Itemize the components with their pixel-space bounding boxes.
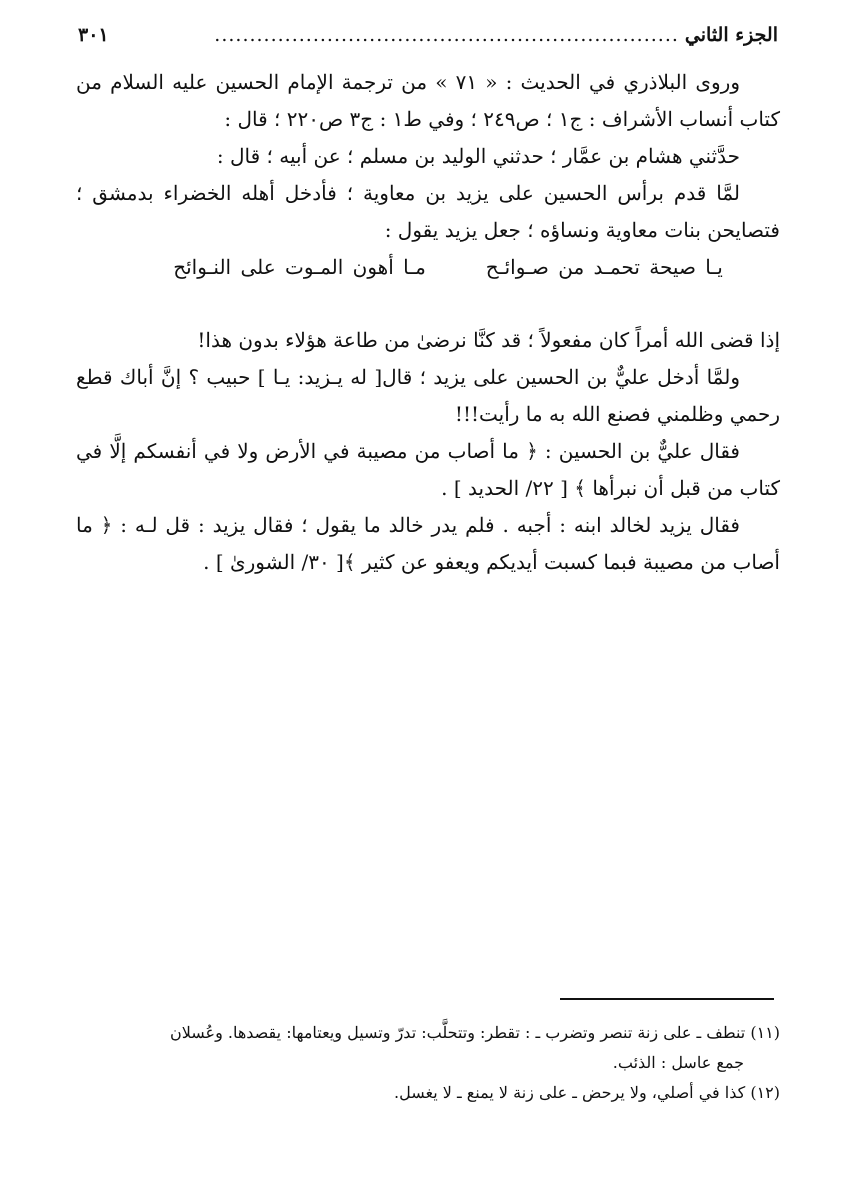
paragraph-head-arrival: لمَّا قدم برأس الحسين على يزيد بن معاوية ؛ فأدخل أهله الخضراء بدمشق ؛ فتصايحن بنات معاوية ونساؤه ؛ جعل يزيد يقول : [76, 181, 780, 242]
running-header [78, 24, 778, 54]
page-number: ٣٠١ [78, 24, 109, 46]
volume-title: الجزء الثاني [684, 24, 778, 46]
header-leader-dots: .................................................................. [214, 24, 679, 46]
poem-second-hemistich: مـا أهون المـوت على النـوائح [173, 255, 426, 279]
footnote-12: (١٢) كذا في أصلي، ولا يرحض ـ على زنة لا يمنع ـ لا يغسل. [394, 1083, 780, 1102]
footnote-11: (١١) تنطف ـ على زنة تنصر وتضرب ـ : تقطر: وتتحلَّب: تدرّ وتسيل ويعتامها: يقصدها. وعُسلان [169, 1023, 780, 1042]
main-text [76, 64, 780, 581]
footnote-11-continued: جمع عاسل : الذئب. [612, 1053, 744, 1072]
footnotes [76, 1018, 780, 1108]
paragraph-yazid-statement: إذا قضى الله أمراً كان مفعولاً ؛ قد كنَّا نرضىٰ من طاعة هؤلاء بدون هذا! [197, 328, 780, 352]
poem-first-hemistich: يـا صيحة تحمـد من صـوائـح [485, 255, 723, 279]
paragraph-ali-entry: ولمَّا أدخل عليٌّ بن الحسين على يزيد ؛ قال[ له يـزيد: يـا ] حبيب ؟ إنَّ أباك قطع رحمي وظلمني فصنع الله به ما رأيت!!! [76, 365, 780, 426]
poem-verse [76, 249, 780, 286]
paragraph-isnad: حدَّثني هشام بن عمَّار ؛ حدثني الوليد بن مسلم ؛ عن أبيه ؛ قال : [216, 144, 740, 168]
paragraph-baladhuri-citation: وروى البلاذري في الحديث : « ٧١ » من ترجمة الإمام الحسين عليه السلام من كتاب أنساب الأشراف : ج١ ؛ ص٢٤٩ ؛ وفي ط١ : ج٣ ص٢٢٠ ؛ قال : [76, 70, 780, 131]
footnote-separator [560, 998, 774, 1000]
paragraph-yazid-khalid: فقال يزيد لخالد ابنه : أجبه . فلم يدر خالد ما يقول ؛ فقال يزيد : قل لـه : ﴿ ما أصاب من مصيبة فبما كسبت أيديكم ويعفو عن كثير ﴾[ ٣٠/ الشورىٰ ] . [76, 513, 780, 574]
paragraph-ali-reply: فقال عليٌّ بن الحسين : ﴿ ما أصاب من مصيبة في الأرض ولا في أنفسكم إلَّا في كتاب من قبل أن نبرأها ﴾ [ ٢٢/ الحديد ] . [76, 439, 780, 500]
